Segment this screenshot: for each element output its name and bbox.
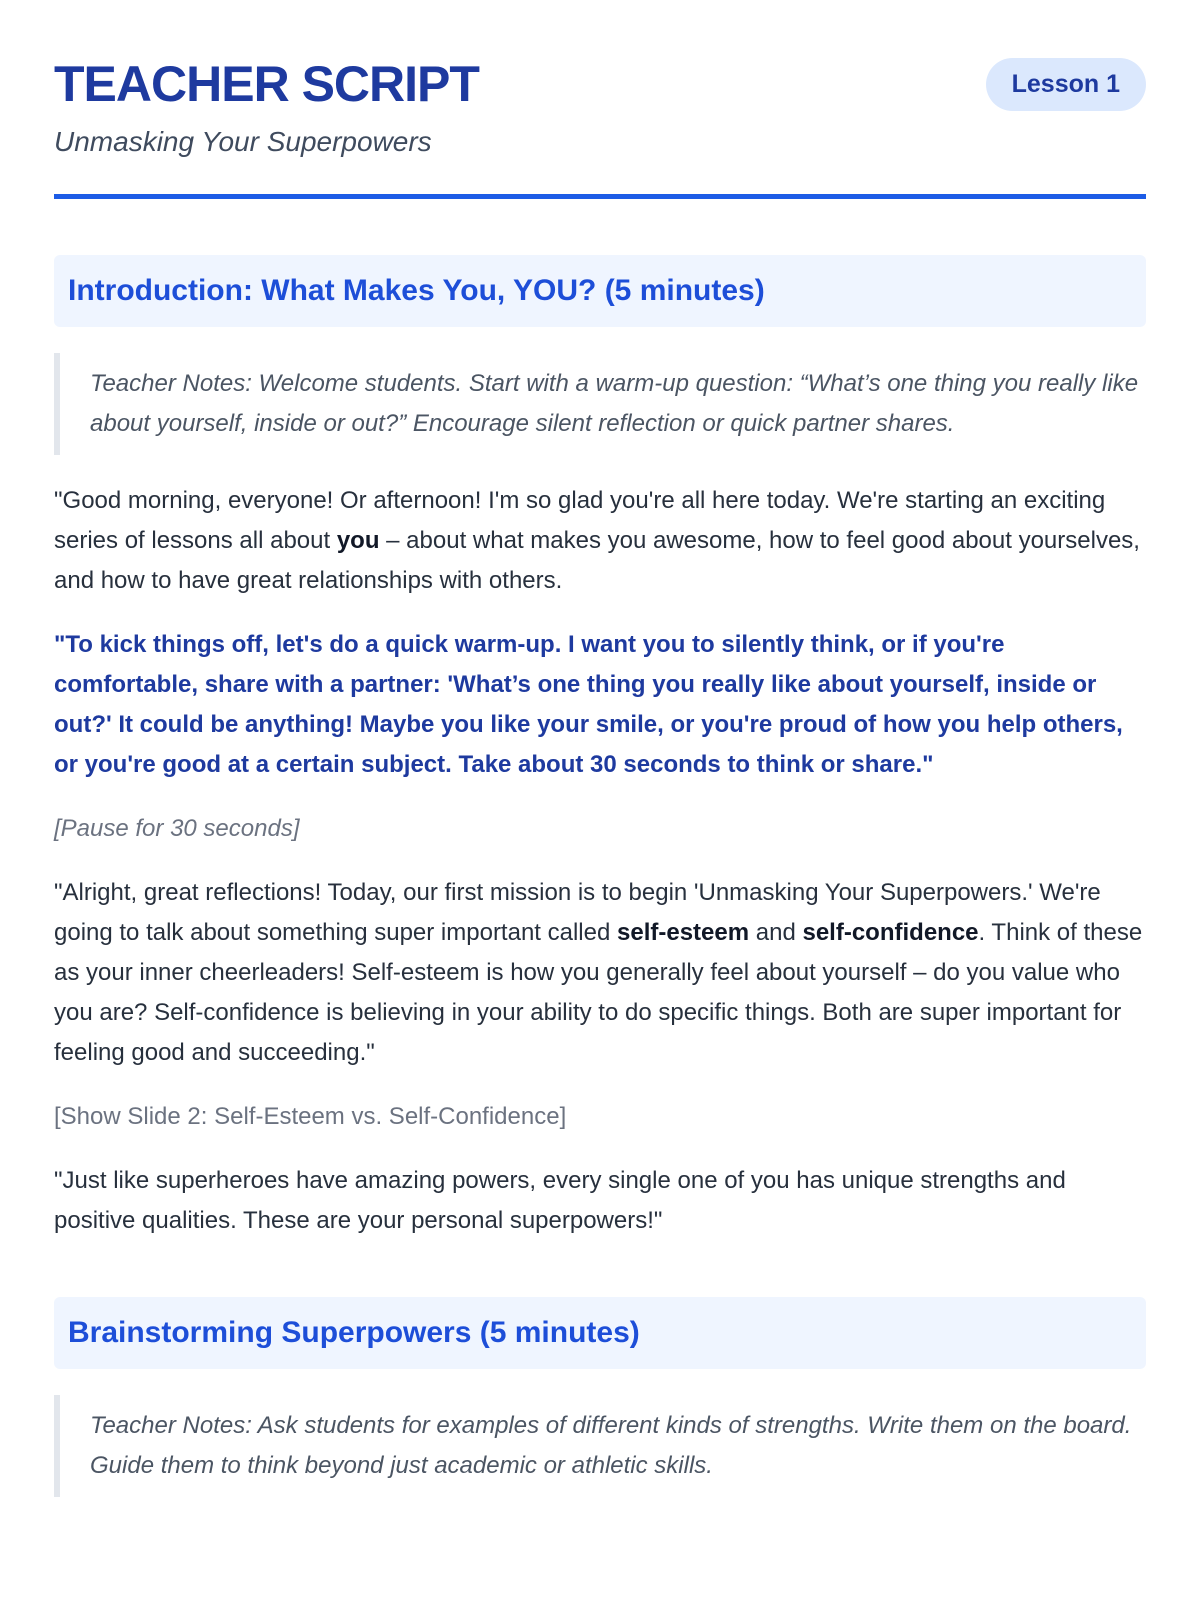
lesson-badge: Lesson 1 [986, 58, 1146, 111]
stage-direction-pause: [Pause for 30 seconds] [54, 815, 300, 842]
mission-text-end: . Think of these as your inner cheerleaders! Self-esteem is how you generally feel about yourself – do you value who you are? Self-confidence is believing in your ability to do specific things. Both are super important for feeling good and succeeding." [54, 919, 1143, 1066]
stage-direction-slide: [Show Slide 2: Self-Esteem vs. Self-Confidence] [54, 1103, 567, 1130]
mission-text-start: "Alright, great reflections! Today, our first mission is to begin 'Unmasking Your Superpowers.' We're going to talk about something super important called [54, 879, 1101, 946]
script-header [54, 54, 1146, 199]
greeting-text-end: – about what makes you awesome, how to feel good about yourselves, and how to have great relationships with others. [54, 527, 1140, 594]
mission-term-self-confidence: self-confidence [802, 919, 979, 946]
section-heading-brainstorming: Brainstorming Superpowers (5 minutes) [54, 1297, 1146, 1369]
teacher-notes-brainstorming: Teacher Notes: Ask students for examples of different kinds of strengths. Write them on the board. Guide them to think beyond just academic or athletic skills. [54, 1395, 1146, 1497]
greeting-emphasis-you: you [336, 527, 380, 554]
mission-text-and: and [749, 919, 803, 946]
script-paragraph-mission [54, 873, 1146, 1073]
section-heading-introduction: Introduction: What Makes You, YOU? (5 minutes) [54, 255, 1146, 327]
teacher-notes-introduction: Teacher Notes: Welcome students. Start with a warm-up question: “What’s one thing you really like about yourself, inside or out?” Encourage silent reflection or quick partner shares. [54, 353, 1146, 455]
page-title: TEACHER SCRIPT [54, 56, 479, 112]
script-paragraph-warmup: "To kick things off, let's do a quick warm-up. I want you to silently think, or if you're comfortable, share with a partner: 'What’s one thing you really like about yourself, inside or out?' It could be anything! Maybe you like your smile, or you're proud of how you help others, or you're good at a certain subject. Take about 30 seconds to think or share." [54, 631, 1123, 778]
page-subtitle: Unmasking Your Superpowers [54, 126, 432, 157]
mission-term-self-esteem: self-esteem [617, 919, 750, 946]
script-paragraph-greeting [54, 481, 1146, 601]
script-paragraph-superpowers: "Just like superheroes have amazing powers, every single one of you has unique strengths and positive qualities. These are your personal superpowers!" [54, 1167, 1066, 1234]
greeting-text-start: "Good morning, everyone! Or afternoon! I'm so glad you're all here today. We're starting an exciting series of lessons all about [54, 487, 1106, 554]
